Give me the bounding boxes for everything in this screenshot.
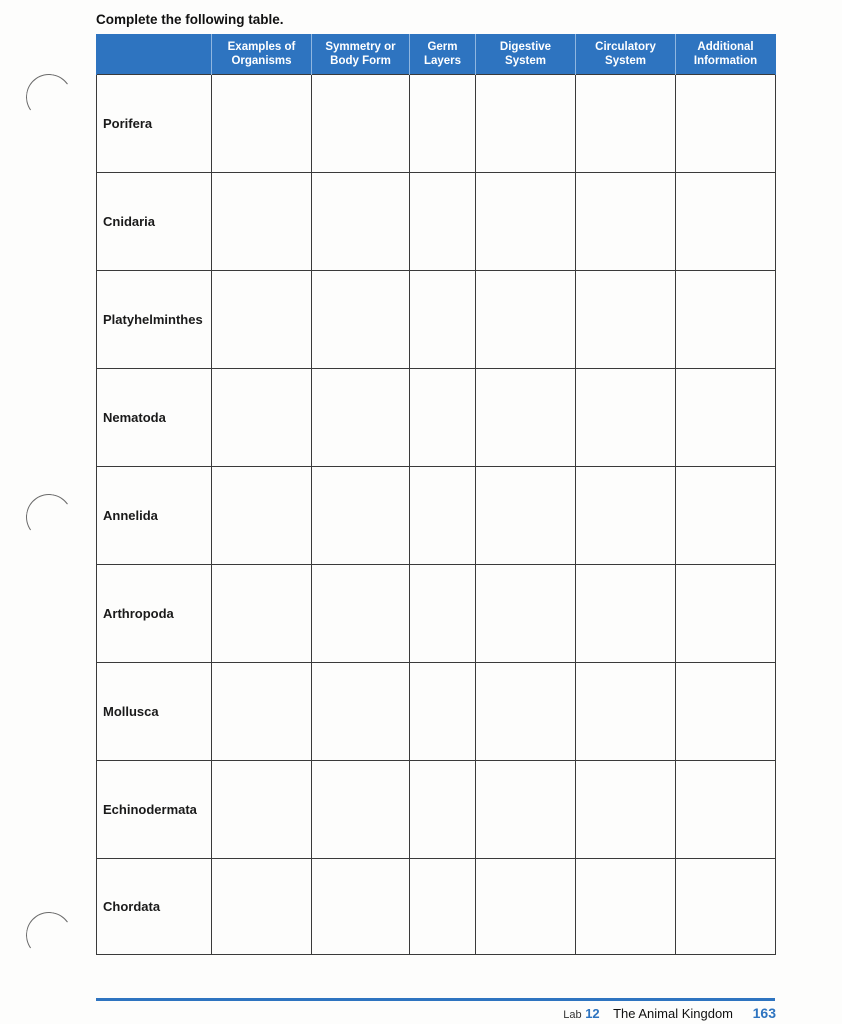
answer-cell-examples[interactable]: [212, 564, 312, 662]
answer-cell-additional[interactable]: [676, 172, 776, 270]
header-line: Layers: [423, 54, 462, 67]
answer-cell-additional[interactable]: [676, 662, 776, 760]
answer-cell-circulatory[interactable]: [576, 858, 676, 954]
phylum-label: Chordata: [97, 858, 212, 954]
phylum-label: Cnidaria: [97, 172, 212, 270]
phylum-label: Echinodermata: [97, 760, 212, 858]
answer-cell-examples[interactable]: [212, 662, 312, 760]
header-blank: [97, 34, 212, 74]
answer-cell-additional[interactable]: [676, 858, 776, 954]
footer-lab-number: 12: [585, 1006, 600, 1021]
header-line: Circulatory: [595, 40, 656, 53]
header-line: Organisms: [231, 54, 292, 67]
phylum-label: Annelida: [97, 466, 212, 564]
answer-cell-circulatory[interactable]: [576, 564, 676, 662]
header-line: Examples of: [227, 40, 296, 53]
answer-cell-additional[interactable]: [676, 564, 776, 662]
page-footer: [563, 1005, 776, 1021]
answer-cell-circulatory[interactable]: [576, 760, 676, 858]
answer-cell-symmetry[interactable]: [312, 270, 410, 368]
answer-cell-symmetry[interactable]: [312, 74, 410, 172]
phylum-label: Arthropoda: [97, 564, 212, 662]
header-line: Additional: [697, 40, 754, 53]
binder-hole: [22, 490, 75, 543]
answer-cell-additional[interactable]: [676, 368, 776, 466]
answer-cell-digestive[interactable]: [476, 172, 576, 270]
answer-cell-germ-layers[interactable]: [410, 172, 476, 270]
header-line: Digestive: [499, 40, 552, 53]
answer-cell-digestive[interactable]: [476, 858, 576, 954]
header-line: System: [505, 54, 546, 67]
answer-cell-digestive[interactable]: [476, 368, 576, 466]
answer-cell-germ-layers[interactable]: [410, 74, 476, 172]
answer-cell-germ-layers[interactable]: [410, 270, 476, 368]
answer-cell-digestive[interactable]: [476, 760, 576, 858]
answer-cell-symmetry[interactable]: [312, 466, 410, 564]
footer-page-number: 163: [752, 1005, 776, 1021]
table-header-row: [97, 34, 776, 74]
table-row: [97, 662, 776, 760]
answer-cell-digestive[interactable]: [476, 466, 576, 564]
answer-cell-circulatory[interactable]: [576, 270, 676, 368]
answer-cell-digestive[interactable]: [476, 564, 576, 662]
header-germ-layers: [410, 34, 476, 74]
binder-hole: [22, 908, 75, 961]
header-digestive: [476, 34, 576, 74]
answer-cell-circulatory[interactable]: [576, 466, 676, 564]
header-line: System: [605, 54, 646, 67]
table-row: [97, 466, 776, 564]
table-body: [97, 74, 776, 954]
answer-cell-digestive[interactable]: [476, 662, 576, 760]
table-row: [97, 858, 776, 954]
phylum-label: Platyhelminthes: [97, 270, 212, 368]
header-additional: [676, 34, 776, 74]
answer-cell-examples[interactable]: [212, 466, 312, 564]
phylum-label: Mollusca: [97, 662, 212, 760]
answer-cell-examples[interactable]: [212, 172, 312, 270]
table-row: [97, 74, 776, 172]
answer-cell-symmetry[interactable]: [312, 662, 410, 760]
answer-cell-germ-layers[interactable]: [410, 368, 476, 466]
table-row: [97, 564, 776, 662]
answer-cell-additional[interactable]: [676, 270, 776, 368]
table-row: [97, 368, 776, 466]
answer-cell-symmetry[interactable]: [312, 760, 410, 858]
binder-hole: [22, 70, 75, 123]
header-symmetry: [312, 34, 410, 74]
answer-cell-digestive[interactable]: [476, 74, 576, 172]
header-line: Body Form: [330, 54, 391, 67]
phylum-comparison-table: [96, 34, 776, 955]
answer-cell-examples[interactable]: [212, 74, 312, 172]
answer-cell-circulatory[interactable]: [576, 74, 676, 172]
answer-cell-symmetry[interactable]: [312, 564, 410, 662]
answer-cell-symmetry[interactable]: [312, 172, 410, 270]
answer-cell-additional[interactable]: [676, 74, 776, 172]
phylum-label: Nematoda: [97, 368, 212, 466]
answer-cell-examples[interactable]: [212, 270, 312, 368]
answer-cell-circulatory[interactable]: [576, 172, 676, 270]
answer-cell-circulatory[interactable]: [576, 368, 676, 466]
answer-cell-examples[interactable]: [212, 368, 312, 466]
header-line: Information: [693, 54, 758, 67]
table-row: [97, 172, 776, 270]
answer-cell-symmetry[interactable]: [312, 368, 410, 466]
header-examples: [212, 34, 312, 74]
table-row: [97, 760, 776, 858]
answer-cell-additional[interactable]: [676, 760, 776, 858]
header-circulatory: [576, 34, 676, 74]
answer-cell-germ-layers[interactable]: [410, 662, 476, 760]
answer-cell-germ-layers[interactable]: [410, 760, 476, 858]
footer-chapter-title: The Animal Kingdom: [613, 1006, 734, 1021]
instructions-text: Complete the following table.: [96, 12, 284, 27]
table-row: [97, 270, 776, 368]
answer-cell-symmetry[interactable]: [312, 858, 410, 954]
footer-rule: [96, 998, 775, 1001]
answer-cell-digestive[interactable]: [476, 270, 576, 368]
footer-lab-word: Lab: [563, 1009, 582, 1021]
answer-cell-examples[interactable]: [212, 760, 312, 858]
header-line: Symmetry or: [325, 40, 396, 53]
answer-cell-circulatory[interactable]: [576, 662, 676, 760]
header-line: Germ: [427, 40, 458, 53]
phylum-label: Porifera: [97, 74, 212, 172]
answer-cell-germ-layers[interactable]: [410, 466, 476, 564]
answer-cell-additional[interactable]: [676, 466, 776, 564]
answer-cell-germ-layers[interactable]: [410, 564, 476, 662]
answer-cell-examples[interactable]: [212, 858, 312, 954]
answer-cell-germ-layers[interactable]: [410, 858, 476, 954]
